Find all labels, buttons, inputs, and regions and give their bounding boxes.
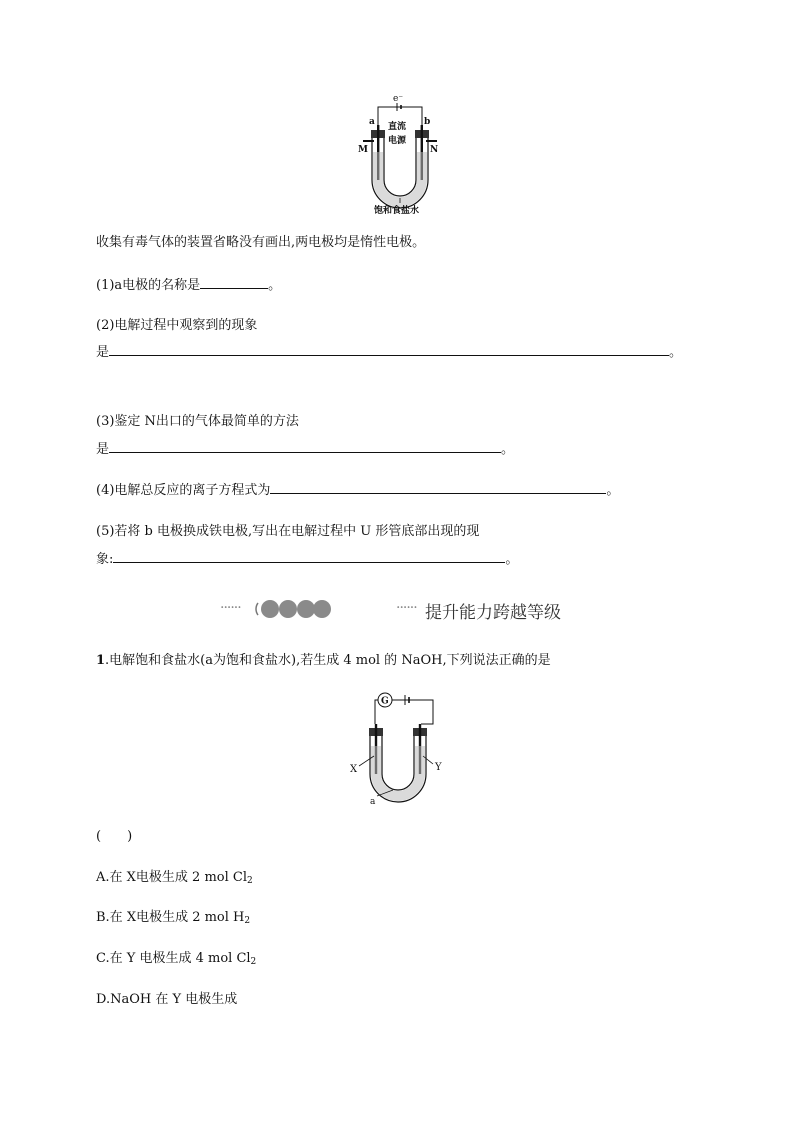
question-2: (2)电解过程中观察到的现象 [96,318,258,333]
answer-blank-1[interactable] [200,276,268,289]
question-3: (3)鉴定 N出口的气体最简单的方法 [96,414,299,429]
u-tube-inner [384,138,416,196]
electrode-a-label: a [369,117,375,127]
question-3-answer-line: 是 。 [96,442,515,457]
problem-1-number: 1 [96,653,106,668]
galvanometer-label: G [381,696,389,707]
power-label-1: 直流 [388,122,407,132]
outlet-N-label: N [430,145,439,155]
answer-bracket[interactable]: ( ) [96,829,133,844]
banner-circles-icon [254,597,334,621]
solution-a-label: a [370,797,376,806]
u-tube-inner-2 [382,736,414,790]
outlet-M-label: M [358,145,368,155]
electrode-X-label: X [350,764,358,775]
question-2-answer-line: 是 。 [96,345,683,360]
problem-1-figure [345,690,445,806]
banner-dots-left: ······ [220,600,241,616]
banner-title: 提升能力跨越等级 [425,603,561,623]
answer-blank-2[interactable] [109,343,669,356]
solution-a [371,746,425,801]
banner-dots-right: ······ [396,600,417,616]
figure1-caption: 饱和食盐水 [374,206,420,216]
question-4: (4)电解总反应的离子方程式为 。 [96,483,620,498]
power-label-2: 电源 [388,136,407,146]
answer-blank-3[interactable] [109,440,501,453]
answer-blank-4[interactable] [270,481,606,494]
answer-blank-5[interactable] [113,550,505,563]
question-5: (5)若将 b 电极换成铁电极,写出在电解过程中 U 形管底部出现的现 [96,524,480,539]
option-D[interactable]: D.NaOH 在 Y 电极生成 [96,992,238,1007]
electrolysis-apparatus-figure [350,92,450,216]
option-B[interactable]: B.在 X电极生成 2 mol $H_2$ [96,910,251,926]
electrode-Y-label: Y [435,762,442,773]
electron-label: e⁻ [393,94,404,104]
problem-1-stem: 1.电解饱和食盐水(a为饱和食盐水),若生成 4 mol 的 NaOH,下列说法正确的是 [96,653,551,668]
section-banner [220,596,580,624]
intro-text: 收集有毒气体的装置省略没有画出,两电极均是惰性电极。 [96,235,426,250]
option-A[interactable]: A.在 X电极生成 2 mol $Cl_2$ [96,870,253,886]
question-1-text: (1)a电极的名称是 [96,278,201,293]
question-5-answer-line: 象: 。 [96,552,519,567]
electrode-b-label: b [424,117,431,127]
question-1: (1)a电极的名称是 。 [96,278,282,293]
option-C[interactable]: C.在 Y 电极生成 4 mol $Cl_2$ [96,951,257,967]
